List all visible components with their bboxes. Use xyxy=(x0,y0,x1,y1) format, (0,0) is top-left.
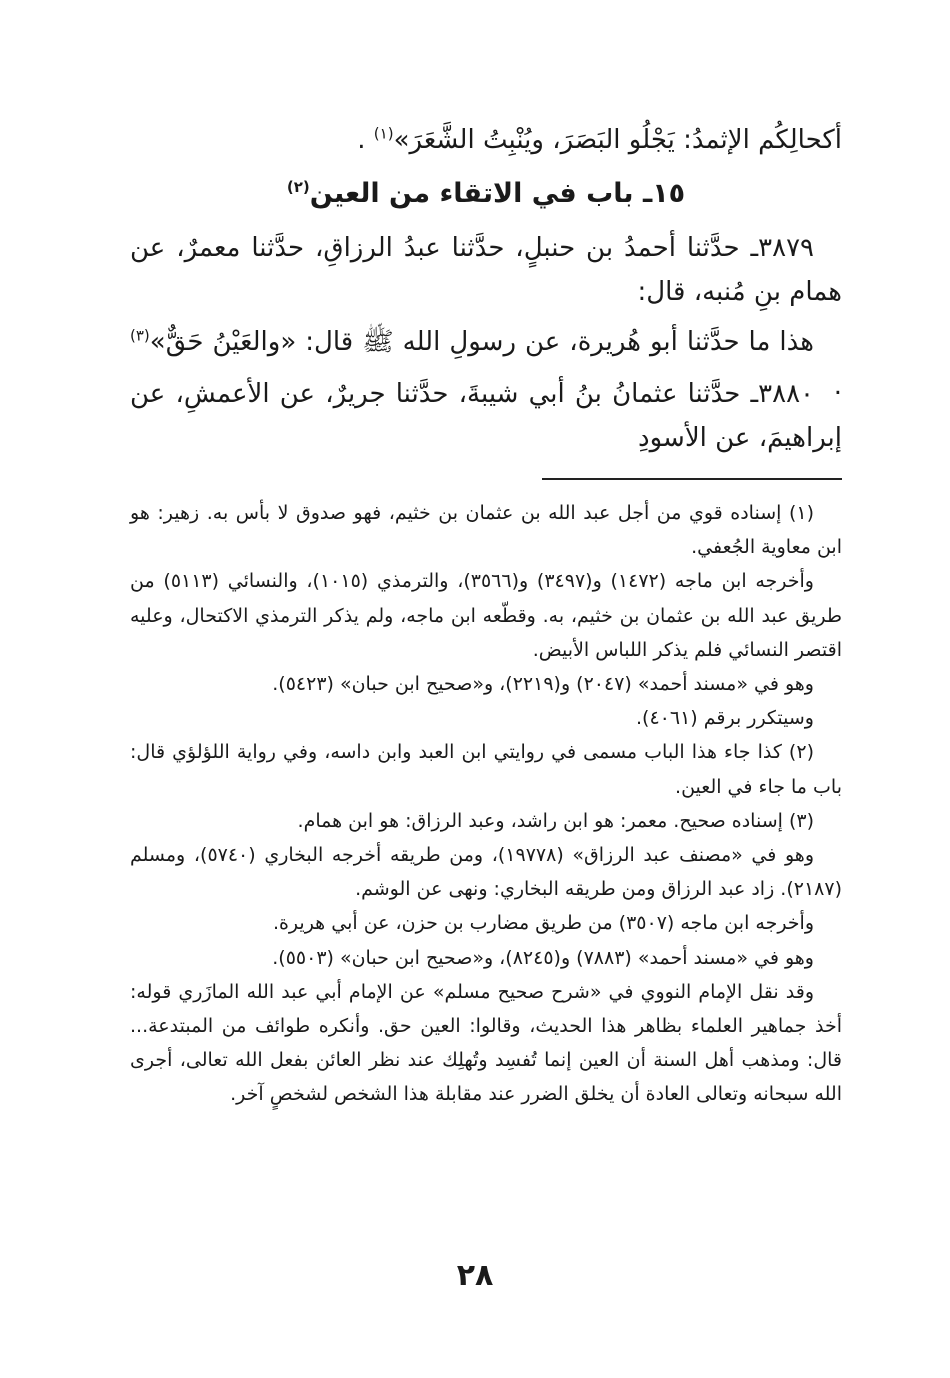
footnote-3-para-3: وأخرجه ابن ماجه (٣٥٠٧) من طريق مضارب بن حزن، عن أبي هريرة. xyxy=(272,912,814,935)
hadith-matn-text: هذا ما حدَّثنا أبو هُريرة، عن رسولِ الله ﷺ قال: «والعَيْنُ حَقٌّ» xyxy=(149,327,814,357)
footnote-3-para-1: (٣) إسناده صحيح. معمر: هو ابن راشد، وعبد الرزاق: هو ابن همام. xyxy=(297,809,814,832)
page-number: ٢٨ xyxy=(456,1258,494,1293)
hadith-3880 xyxy=(130,372,842,460)
footnote-1-para-4: وسيتكرر برقم (٤٠٦١). xyxy=(636,707,814,730)
hadith-matn-end: . xyxy=(833,371,842,401)
main-line-1 xyxy=(130,118,842,162)
hadith-3879 xyxy=(130,226,842,314)
footnote-1-para-2: وأخرجه ابن ماجه (١٤٧٢) و(٣٤٩٧) و(٣٥٦٦)، والترمذي (١٠١٥)، والنسائي (٥١١٣) من طريق عبد الله بن عثمان بن خثيم، به. وقطّعه ابن ماجه، ولم يذكر الترمذي الاكتحال، وعليه اقتصر النسائي فلم يذكر اللباس الأبيض. xyxy=(130,570,842,661)
footnote-ref-1[interactable]: (١) xyxy=(373,124,394,143)
footnote-3-para-4: وهو في «مسند أحمد» (٧٨٨٣) و(٨٢٤٥)، و«صحيح ابن حبان» (٥٥٠٣). xyxy=(272,946,814,969)
main-line-1-text: أكحالِكُم الإثمدُ: يَجْلُو البَصَرَ، ويُنْبِتُ الشَّعَرَ» xyxy=(393,125,842,155)
footnote-ref-2[interactable]: (٢) xyxy=(286,178,310,196)
hadith-3880-text: ٣٨٨٠ـ حدَّثنا عثمانُ بنُ أبي شيبةَ، حدَّثنا جريرٌ، عن الأعمشِ، عن إبراهيمَ، عن الأسودِ xyxy=(130,379,842,453)
footnote-divider xyxy=(542,478,842,480)
main-text-line xyxy=(130,118,842,162)
footnotes-section xyxy=(130,496,842,1112)
footnote-1-para-1: (١) إسناده قوي من أجل عبد الله بن عثمان بن خثيم، فهو صدوق لا بأس به. زهير: هو ابن معاوية الجُعفي. xyxy=(130,502,842,559)
footnote-ref-3[interactable]: (٣) xyxy=(130,326,150,345)
footnote-3-para-5: وقد نقل الإمام النووي في «شرح صحيح مسلم» عن الإمام أبي عبد الله المازَري قوله: أخذ جماهير العلماء بظاهر هذا الحديث، وقالوا: العين حق. وأنكره طوائف من المبتدعة... قال: ومذهب أهل السنة أن العين إنما تُفسِد وتُهلِك عند نظر العائن بفعل الله تعالى، أجرى الله سبحانه وتعالى العادة أن يخلق الضرر عند مقابلة هذا الشخص لشخصٍ آخر. xyxy=(130,980,842,1106)
footnote-3-para-2: وهو في «مصنف عبد الرزاق» (١٩٧٧٨)، ومن طريقه أخرجه البخاري (٥٧٤٠)، ومسلم (٢١٨٧). زاد عبد الرزاق ومن طريقه البخاري: ونهى عن الوشم. xyxy=(130,844,842,901)
footnote-1-para-3: وهو في «مسند أحمد» (٢٠٤٧) و(٢٢١٩)، و«صحيح ابن حبان» (٥٤٢٣). xyxy=(272,673,814,696)
chapter-heading-text: ١٥ـ باب في الاتقاء من العين xyxy=(309,178,686,209)
hadith-3879-text: ٣٨٧٩ـ حدَّثنا أحمدُ بن حنبلٍ، حدَّثنا عبدُ الرزاقِ، حدَّثنا معمرٌ، عن همام بنِ مُنبه، قال: xyxy=(130,233,842,307)
footnote-2-para-1: (٢) كذا جاء هذا الباب مسمى في روايتي ابن العبد وابن داسه، وفي رواية اللؤلؤي قال: باب ما جاء في العين. xyxy=(130,741,842,798)
chapter-heading xyxy=(130,172,842,216)
main-line-1-end: . xyxy=(357,125,366,155)
